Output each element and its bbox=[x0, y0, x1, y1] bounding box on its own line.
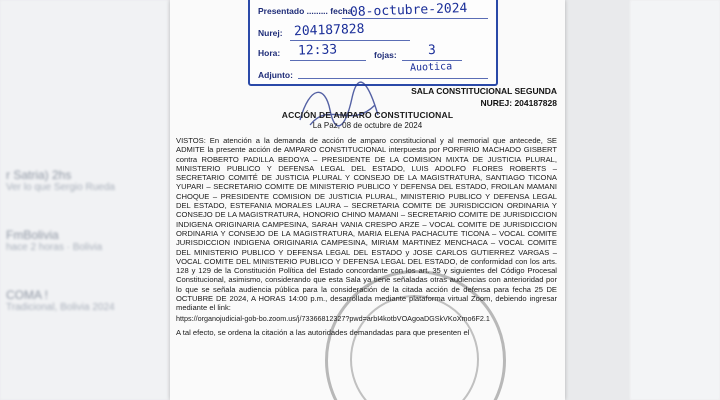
stamp-presentado-value: 08-octubre-2024 bbox=[349, 0, 468, 21]
zoom-link: https://organojudicial-gob-bo.zoom.us/j/73366812327?pwd=arbI4kotbVOAgoaDGSkVKoXmo6F2.1 bbox=[176, 313, 490, 323]
body-last-line: A tal efecto, se ordena la citación a las autoridades demandadas para que presenten el bbox=[176, 327, 470, 337]
stamp-line bbox=[290, 40, 410, 41]
body-paragraph: VISTOS: En atención a la demanda de acción de amparo constitucional y al memorial que antecede, SE ADMITE la presente acción de AMPARO CONSTITUCIONAL interpuesta por PORFIRIO MACHADO GISBERT contra ROBERTO PADILLA BEDOYA – PRESIDENTE DE LA COMISION MIXTA DE JUSTICIA PLURAL, MINISTERIO PUBLICO Y DEFENSA LEGAL DEL ESTADO, LUIS ADOLFO FLORES ROBERTS – SECRETARIO COMITÉ DE JUSTICIA PLURAL Y CONSEJO DE LA MAGISTRATURA, SANTIAGO TICONA YUPARI – SECRETARIO COMITE DE MINISTERIO PUBLICO Y DEFENSA DEL ESTADO, FROILAN MAMANI CHOQUE – PRESIDENTE COMISION DE JUSTICIA PLURAL, MINISTERIO PUBLICO Y DEFENSA LEGAL DEL ESTADO, ESTEFANIA MORALES LAURA – SECRETARIA COMITE DE JURISDICCION ORDINARIA Y CONSEJO DE LA MAGISTRATURA, HONORIO CHINO MAMANI – SECRETARIO COMITE DE JURISDICCION INDIGENA ORIGINARIA CAMPESINA, SARAH VANIA CRESPO ARZE – VOCAL COMITE DE JURISDICCION ORDINARIA Y CONSEJO DE LA MAGISTRATURA, MARIA ELENA PACHACUTE TICONA – VOCAL COMITE JURISDICCION INDIGENA ORIGINARIA CAMPESINA, MIRIAM MARTINEZ MENCHACA – VOCAL COMITE DEL MINISTERIO PUBLICO Y DEFENSA LEGAL DEL ESTADO y JOSE CARLOS GUTIERREZ VARGAS – VOCAL COMITE DEL MINISTERIO PUBLICO Y DEFENSA LEGAL DEL ESTADO, de conformidad con los arts. 128 y 129 de la Constitución Política del Estado concordante con los art. 35 y siguientes del Código Procesal Constitucional, asimismo, considerando que esta Sala ya tiene señaladas otras audiencias con anterioridad por lo que se señala audiencia pública para la consideración de la citada acción de defensa para fecha 25 DE OCTUBRE DE 2024, A HORAS 14:00 p.m., desarrollada mediante plataforma virtual Zoom, debiendo ingresar mediante el link: bbox=[176, 136, 557, 313]
stamp-line bbox=[298, 78, 488, 79]
stamp-fojas-label: fojas: bbox=[374, 50, 397, 60]
background-row-title: COMA ! bbox=[6, 288, 49, 302]
stamp-line bbox=[290, 60, 366, 61]
background-row-2 bbox=[6, 228, 102, 253]
stamp-adjunto-label: Adjunto: bbox=[258, 70, 293, 80]
background-right-panel bbox=[630, 0, 720, 400]
court-chamber: SALA CONSTITUCIONAL SEGUNDA bbox=[411, 86, 557, 96]
document-date: La Paz, 08 de octubre de 2024 bbox=[312, 121, 423, 130]
background-row-title: r Satria) 2hs bbox=[6, 168, 72, 182]
background-row-sub: Ver lo que Sergio Rueda bbox=[6, 182, 115, 193]
stamp-nurej-value: 204187828 bbox=[293, 21, 365, 40]
background-row-sub: Tradicional, Bolivia 2024 bbox=[6, 302, 115, 313]
stamp-line bbox=[402, 60, 462, 61]
stamp-presentado-label: Presentado ......... fecha bbox=[258, 6, 353, 16]
stamp-adjunto-value: Auotica bbox=[409, 61, 453, 74]
background-row-sub: hace 2 horas · Bolivia bbox=[6, 242, 103, 253]
document-title: ACCIÓN DE AMPARO CONSTITUCIONAL bbox=[281, 110, 454, 120]
reception-stamp bbox=[248, 0, 498, 86]
background-row-title: FmBolivia bbox=[6, 228, 59, 242]
background-row-3 bbox=[6, 288, 115, 313]
background-row-1 bbox=[6, 168, 115, 193]
stamp-fojas-value: 3 bbox=[427, 42, 437, 59]
stamp-hora-value: 12:33 bbox=[297, 42, 338, 59]
stamp-hora-label: Hora: bbox=[258, 48, 281, 58]
scanned-document bbox=[170, 0, 565, 400]
case-number: NUREJ: 204187828 bbox=[480, 98, 557, 108]
stamp-nurej-label: Nurej: bbox=[258, 28, 283, 38]
